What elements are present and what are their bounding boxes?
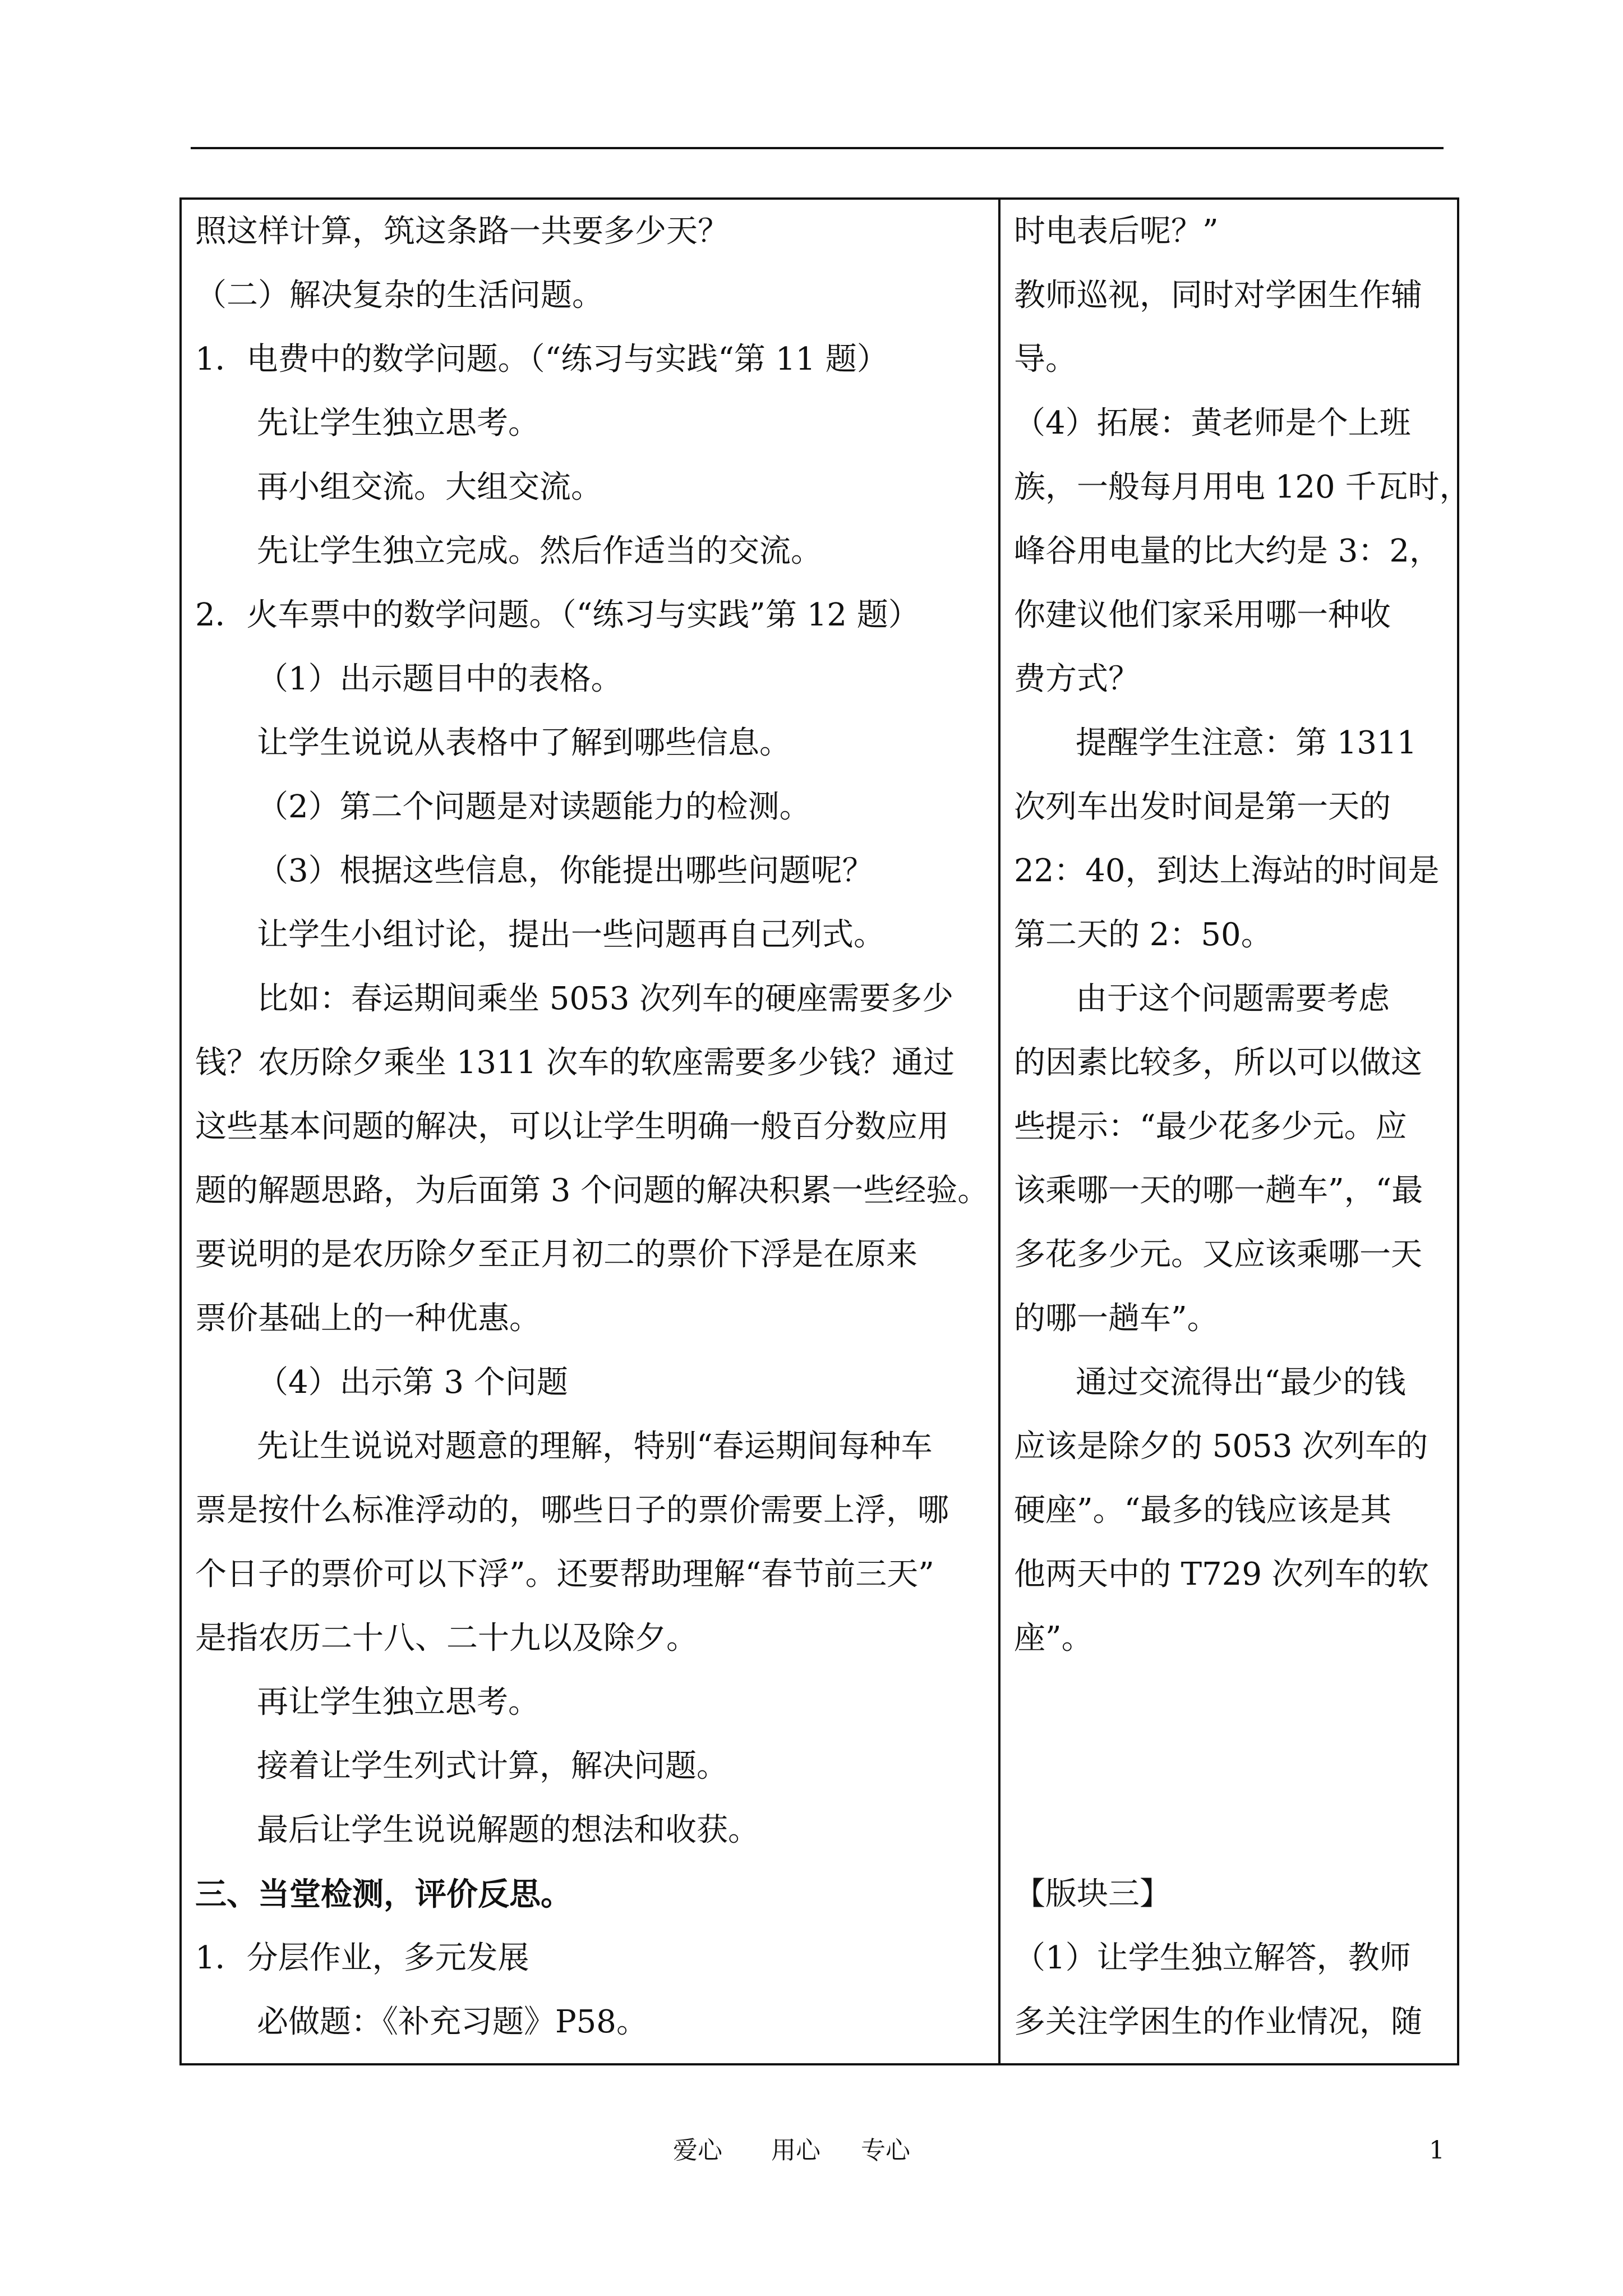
footer-motto-2: 用心: [771, 2136, 820, 2165]
teacher-note-line: 【版块三】: [1014, 1876, 1171, 1912]
teaching-process-line: 票价基础上的一种优惠。: [195, 1300, 541, 1337]
page-number: 1: [1429, 2136, 1445, 2165]
teaching-process-line: （1）出示题目中的表格。: [257, 661, 623, 697]
teacher-note-line: 的因素比较多，所以可以做这: [1014, 1045, 1422, 1081]
teaching-process-line: 最后让学生说说解题的想法和收获。: [257, 1812, 759, 1848]
teacher-note-line: （4）拓展：黄老师是个上班: [1014, 405, 1411, 441]
teaching-process-line: 票是按什么标准浮动的，哪些日子的票价需要上浮，哪: [195, 1492, 949, 1529]
teacher-note-line: 22：40，到达上海站的时间是: [1014, 853, 1440, 889]
teaching-process-line: 让学生说说从表格中了解到哪些信息。: [257, 725, 791, 761]
teacher-note-line: 导。: [1014, 341, 1077, 378]
teaching-process-line: 再小组交流。大组交流。: [257, 469, 602, 505]
teacher-note-line: 的哪一趟车”。: [1014, 1300, 1219, 1337]
teacher-note-line: 应该是除夕的 5053 次列车的: [1014, 1428, 1428, 1465]
teacher-note-line: 费方式？: [1014, 661, 1140, 697]
teaching-process-line: （二）解决复杂的生活问题。: [195, 277, 603, 314]
teaching-process-line: 要说明的是农历除夕至正月初二的票价下浮是在原来: [195, 1236, 917, 1273]
teaching-process-line: 照这样计算，筑这条路一共要多少天？: [195, 213, 729, 250]
teacher-note-line: 他两天中的 T729 次列车的软: [1014, 1556, 1429, 1593]
teaching-process-line: 必做题：《补充习题》P58。: [257, 2004, 648, 2040]
teacher-note-line: 通过交流得出“最少的钱: [1076, 1364, 1406, 1401]
teaching-process-line: 2．火车票中的数学问题。（“练习与实践”第 12 题）: [195, 597, 920, 633]
footer-motto-3: 专心: [861, 2136, 910, 2165]
teaching-process-line: 先让学生独立思考。: [257, 405, 540, 441]
teaching-process-line: （2）第二个问题是对读题能力的检测。: [257, 789, 811, 825]
teacher-note-line: 硬座”。“最多的钱应该是其: [1014, 1492, 1392, 1529]
teacher-note-line: 座”。: [1014, 1620, 1093, 1657]
teacher-note-line: 峰谷用电量的比大约是 3：2，: [1014, 533, 1441, 569]
teacher-note-line: 时电表后呢？”: [1014, 213, 1219, 250]
teacher-note-line: 由于这个问题需要考虑: [1076, 981, 1390, 1017]
column-divider: [998, 200, 1000, 2063]
teacher-note-line: 次列车出发时间是第一天的: [1014, 789, 1391, 825]
teaching-process-line: 钱？农历除夕乘坐 1311 次车的软座需要多少钱？通过: [195, 1045, 955, 1081]
teaching-process-line: （3）根据这些信息，你能提出哪些问题呢？: [257, 853, 874, 889]
teaching-process-line: 接着让学生列式计算，解决问题。: [257, 1748, 728, 1784]
teacher-note-line: 你建议他们家采用哪一种收: [1014, 597, 1391, 633]
teacher-note-line: 些提示：“最少花多少元。应: [1014, 1108, 1407, 1145]
teaching-process-line: 1．电费中的数学问题。（“练习与实践“第 11 题）: [195, 341, 888, 378]
teacher-note-line: 多花多少元。又应该乘哪一天: [1014, 1236, 1422, 1273]
lesson-plan-table: [179, 197, 1471, 2065]
teaching-process-line: 1．分层作业，多元发展: [195, 1940, 529, 1976]
teacher-note-line: 族，一般每月用电 120 千瓦时，: [1014, 469, 1471, 505]
teaching-process-line: （4）出示第 3 个问题: [257, 1364, 568, 1401]
footer-motto-1: 爱心: [673, 2136, 722, 2165]
header-rule: [191, 147, 1444, 149]
teaching-process-line: 比如：春运期间乘坐 5053 次列车的硬座需要多少: [257, 981, 954, 1017]
teaching-process-line: 先让生说说对题意的理解，特别“春运期间每种车: [257, 1428, 933, 1465]
teaching-process-line: 这些基本问题的解决，可以让学生明确一般百分数应用: [195, 1108, 949, 1145]
teaching-process-line: 先让学生独立完成。然后作适当的交流。: [257, 533, 822, 569]
teacher-note-line: 第二天的 2：50。: [1014, 917, 1272, 953]
teaching-process-line: 再让学生独立思考。: [257, 1684, 540, 1720]
teacher-note-line: 多关注学困生的作业情况，随: [1014, 2004, 1422, 2040]
teaching-process-line: 题的解题思路，为后面第 3 个问题的解决积累一些经验。: [195, 1172, 989, 1209]
teacher-note-line: 提醒学生注意：第 1311: [1076, 725, 1417, 761]
teacher-note-line: 教师巡视，同时对学困生作辅: [1014, 277, 1422, 314]
teacher-note-line: （1）让学生独立解答，教师: [1014, 1940, 1411, 1976]
teaching-process-line: 让学生小组讨论，提出一些问题再自己列式。: [257, 917, 885, 953]
teaching-process-line: 个日子的票价可以下浮”。还要帮助理解“春节前三天”: [195, 1556, 934, 1593]
teaching-process-line: 是指农历二十八、二十九以及除夕。: [195, 1620, 698, 1657]
teaching-process-line: 三、当堂检测，评价反思。: [195, 1876, 572, 1913]
teacher-note-line: 该乘哪一天的哪一趟车”，“最: [1014, 1172, 1423, 1209]
